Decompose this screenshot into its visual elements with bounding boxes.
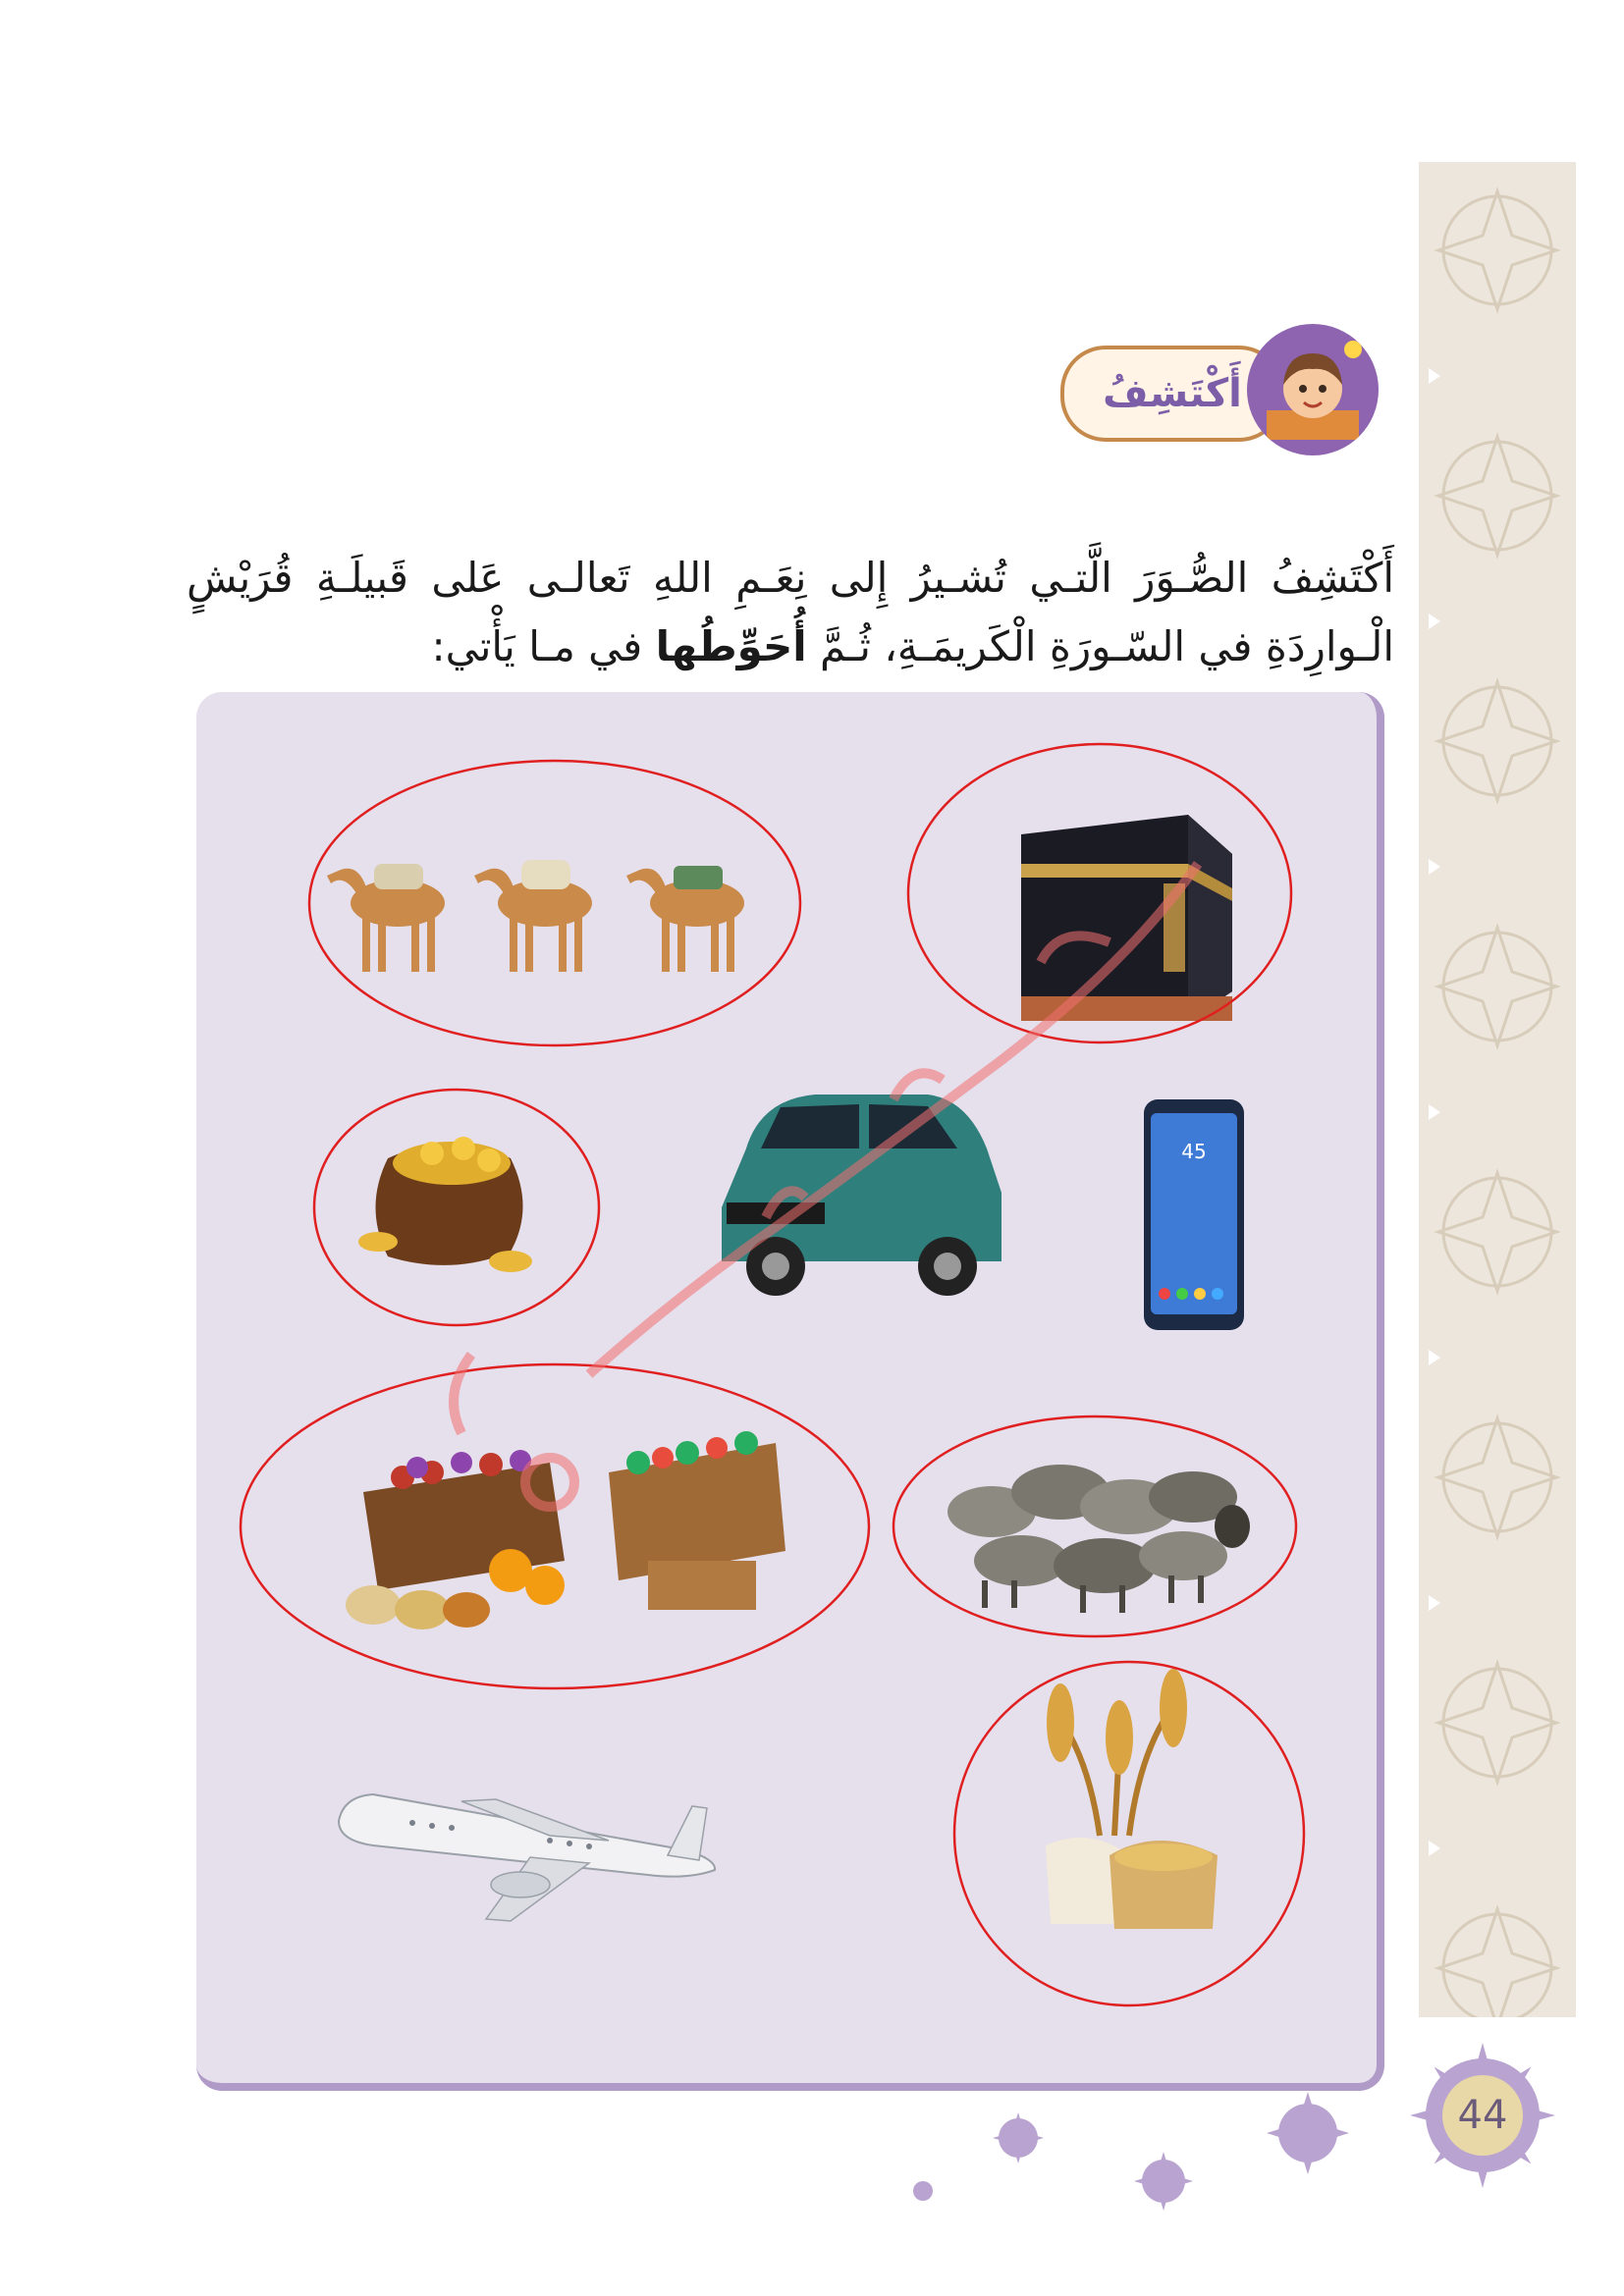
car-image[interactable] [722, 1095, 1001, 1296]
svg-text:45: 45 [1181, 1140, 1207, 1163]
instruction-part-1: أَكْتَشِفُ الصُّـوَرَ الَّتـي تُشـيرُ إِلى نِعَـمِ اللهِ تَعالـى عَلى قَبيلَـةِ قُرَيْشٍ الْـوارِدَةِ في السّـورَةِ الْكَريمَـةِ، ثُـمَّ [187, 554, 1394, 670]
gold-coins-image[interactable] [358, 1137, 532, 1272]
camel-caravan-image[interactable] [327, 860, 744, 972]
section-title: أَكْتَشِفُ [1103, 371, 1242, 416]
instruction-part-2: في مـا يَأْتي: [431, 622, 656, 670]
wheat-grain-image[interactable] [1046, 1669, 1218, 1929]
bottom-decoration [913, 2092, 1349, 2211]
sheep-flock-image[interactable] [947, 1465, 1250, 1613]
page-number-medallion [1409, 2042, 1556, 2189]
mobile-phone-image[interactable] [1144, 1099, 1244, 1330]
kaaba-image[interactable] [1021, 815, 1232, 1021]
page-number: 44 [1442, 2075, 1523, 2156]
instruction-emphasis: أُحَوِّطُها [655, 622, 807, 670]
airplane-image[interactable] [339, 1794, 715, 1921]
